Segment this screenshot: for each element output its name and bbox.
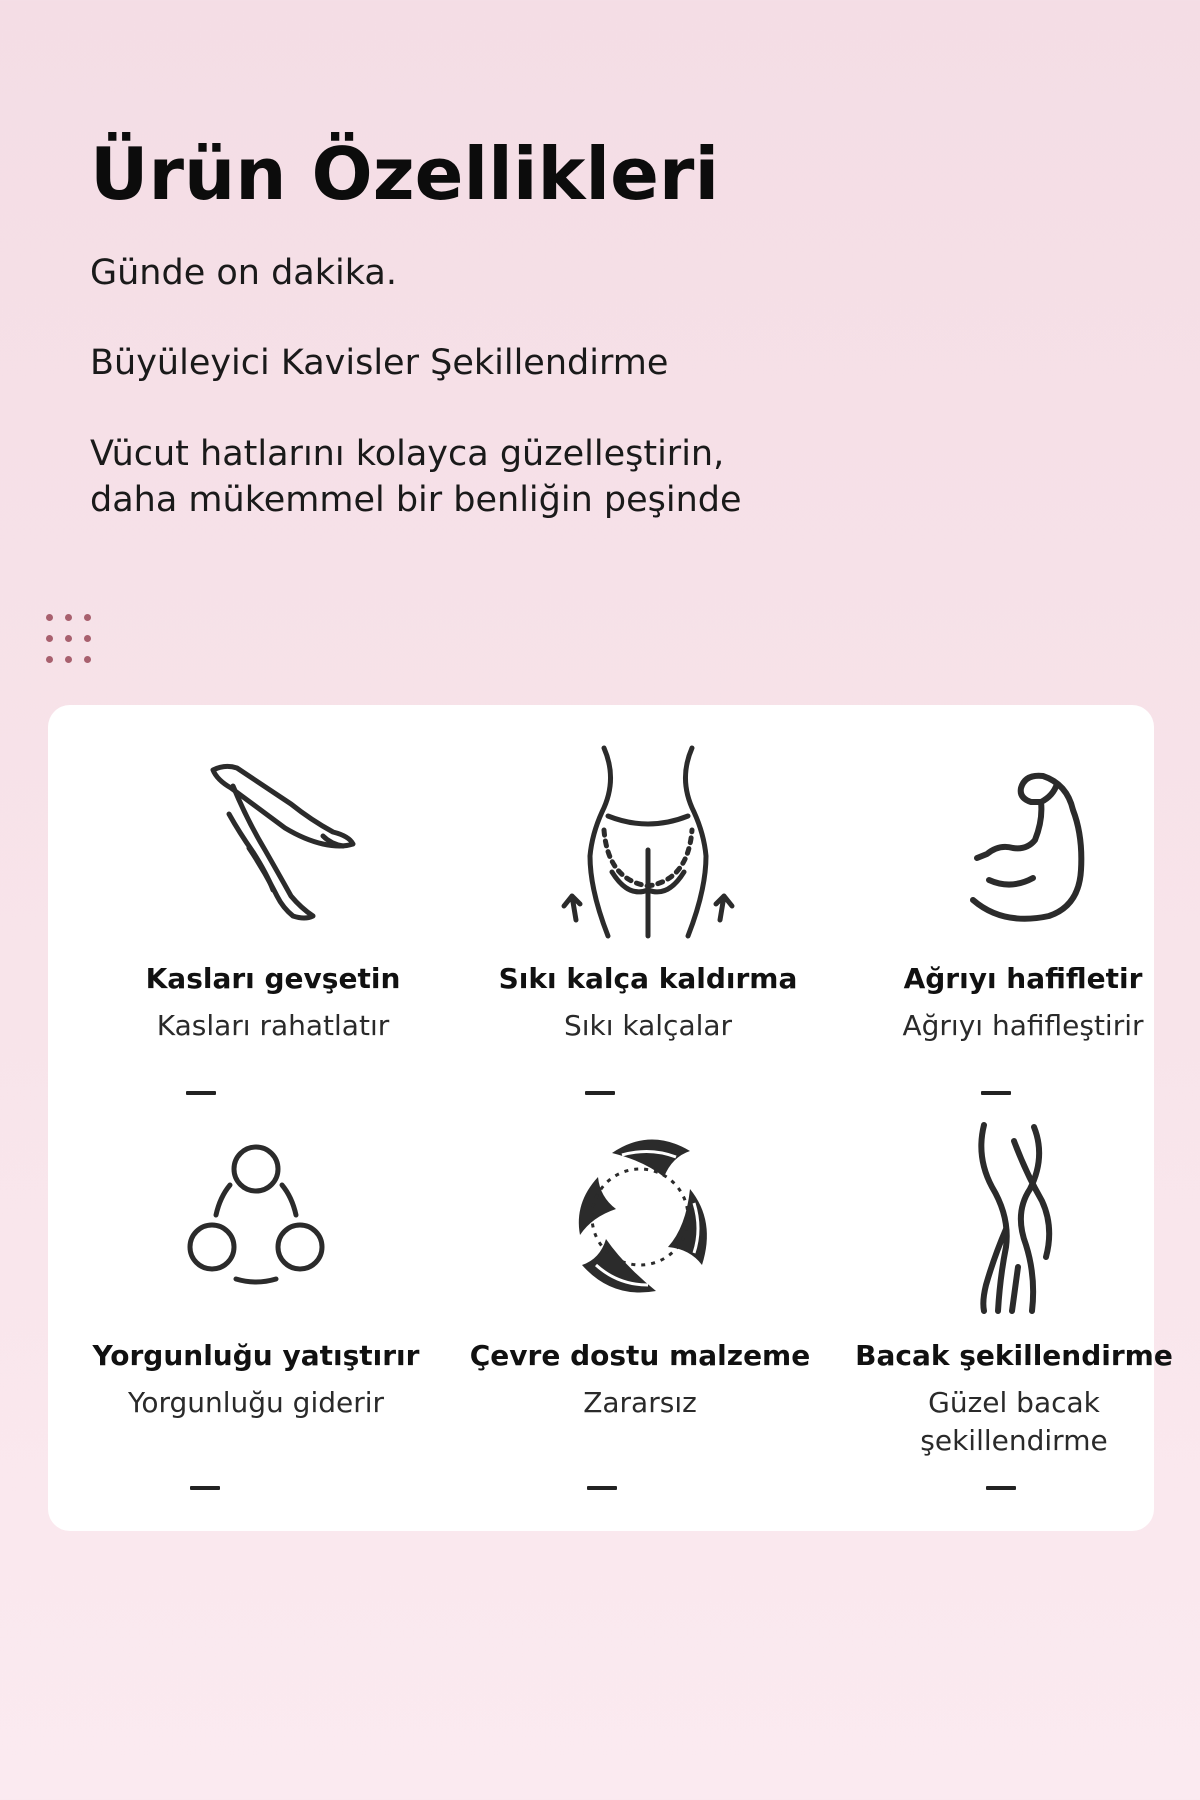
page-title: Ürün Özellikleri (90, 132, 720, 216)
feature-desc: Kasları rahatlatır (156, 1009, 390, 1042)
feature-title: Sıkı kalça kaldırma (498, 962, 798, 995)
flexed-arm-icon (923, 740, 1123, 940)
feature-title: Ağrıyı hafifletir (903, 962, 1143, 995)
dot-grid-icon (46, 614, 92, 666)
tagline-1: Günde on dakika. (90, 253, 397, 293)
feature-title: Çevre dostu malzeme (469, 1339, 811, 1372)
feature-desc: Sıkı kalçalar (563, 1009, 733, 1042)
feature-desc: Ağrıyı hafifleştirir (902, 1009, 1144, 1042)
feature-title: Yorgunluğu yatıştırır (92, 1339, 420, 1372)
feature-hip-lift (458, 740, 838, 1045)
divider-dash (186, 1091, 216, 1095)
divider-dash (986, 1486, 1016, 1490)
features-card (48, 705, 1173, 1531)
divider-dash (981, 1091, 1011, 1095)
tagline-3: Vücut hatlarını kolayca güzelleştirin, (90, 434, 725, 474)
feature-desc-line2: şekillendirme (920, 1424, 1108, 1457)
three-circles-cycle-icon (156, 1117, 356, 1317)
leg-shaping-icon (914, 1117, 1114, 1317)
feature-desc: Güzel bacak (928, 1386, 1100, 1419)
feature-fatigue (66, 1117, 446, 1422)
feature-title: Kasları gevşetin (145, 962, 401, 995)
divider-dash (190, 1486, 220, 1490)
legs-stretch-icon (173, 740, 373, 940)
feature-relax-muscles (83, 740, 463, 1045)
tagline-4: daha mükemmel bir benliğin peşinde (90, 480, 742, 520)
hip-lift-icon (548, 740, 748, 940)
feature-eco-material (450, 1117, 830, 1422)
divider-dash (587, 1486, 617, 1490)
feature-title: Bacak şekillendirme (855, 1339, 1173, 1372)
feature-desc: Yorgunluğu giderir (127, 1386, 385, 1419)
divider-dash (585, 1091, 615, 1095)
feature-desc: Zararsız (583, 1386, 697, 1419)
leaf-recycle-icon (540, 1117, 740, 1317)
tagline-2: Büyüleyici Kavisler Şekillendirme (90, 343, 669, 383)
feature-leg-shaping (824, 1117, 1200, 1460)
feature-pain-relief (833, 740, 1200, 1045)
